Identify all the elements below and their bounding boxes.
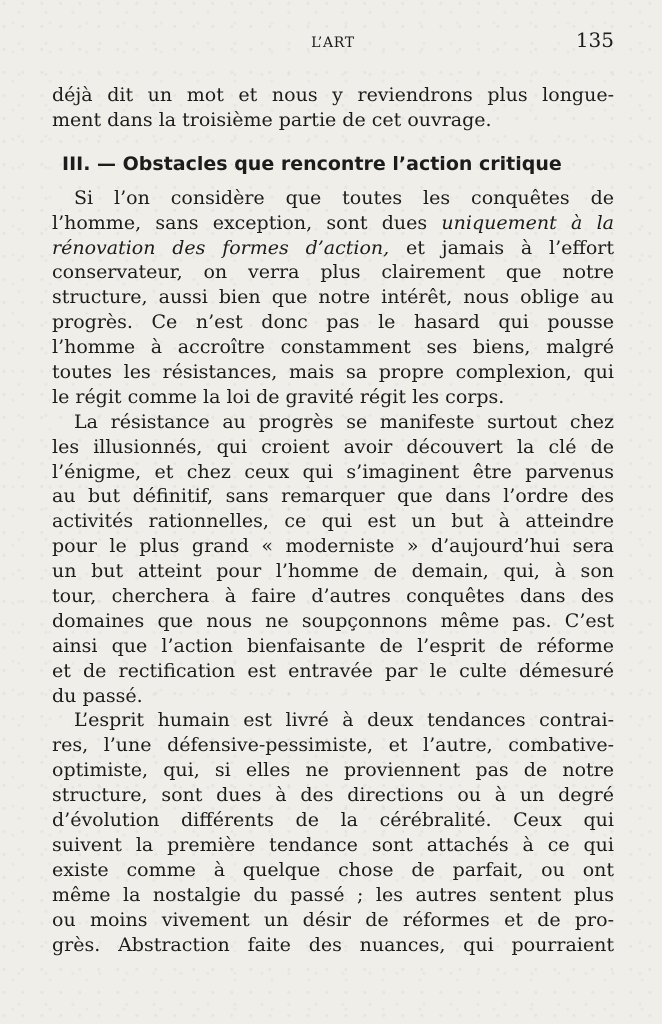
paragraph-3-line-4: structure, sont dues à des directions ou à un degré	[52, 784, 614, 807]
paragraph-1-line-7: l’homme à accroître constamment ses biens, malgré	[52, 336, 614, 359]
paragraph-1-line-4: conservateur, on verra plus clairement que notre	[52, 261, 614, 284]
paragraph-3-line-9: ou moins vivement un désir de réformes et de pro-	[52, 908, 614, 931]
paragraph-2-line-7: un but atteint pour l’homme de demain, qui, à son	[52, 560, 614, 583]
paragraph-3-line-5: d’évolution différents de la cérébralité. Ceux qui	[52, 809, 614, 832]
page-header	[52, 28, 614, 52]
paragraph-2-line-11: et de rectification est entravée par le culte démesuré	[52, 659, 614, 682]
paragraph-3-line-2: res, l’une défensive-pessimiste, et l’autre, combative-	[52, 734, 614, 757]
paragraph-2-line-8: tour, cherchera à faire d’autres conquêtes dans des	[52, 585, 614, 608]
paragraph-1-line-2	[52, 211, 614, 236]
paragraph-1-line-8: toutes les résistances, mais sa propre complexion, qui	[52, 361, 614, 384]
paragraph-3-line-3: optimiste, qui, si elles ne proviennent pas de notre	[52, 759, 614, 782]
paragraph-1-line-1: Si l’on considère que toutes les conquêtes de	[74, 186, 614, 209]
paragraph-2-line-3: l’énigme, et chez ceux qui s’imaginent être parvenus	[52, 460, 614, 483]
paragraph-3-line-1: L’esprit humain est livré à deux tendances contrai-	[74, 709, 614, 732]
running-head: L’ART	[311, 35, 355, 51]
spacer	[52, 133, 614, 150]
paragraph-1-line-2-prefix: l’homme, sans exception, sont dues	[52, 211, 428, 234]
page-number: 135	[575, 28, 614, 52]
paragraph-2-line-1: La résistance au progrès se manifeste surtout chez	[74, 410, 614, 433]
paragraph-2-line-12: du passé.	[52, 684, 143, 707]
paragraph-2-line-10: ainsi que l’action bienfaisante de l’esprit de réforme	[52, 634, 614, 657]
paragraph-1-line-3-italic: rénovation des formes d’action,	[52, 236, 390, 259]
text-line: ment dans la troisième partie de cet ouvrage.	[52, 108, 492, 131]
paragraph-2-line-4: au but définitif, sans remarquer que dans l’ordre des	[52, 485, 614, 508]
page-content	[52, 83, 614, 957]
paragraph-2-line-6: pour le plus grand « moderniste » d’aujourd’hui sera	[52, 535, 614, 558]
paragraph-1-line-6: progrès. Ce n’est donc pas le hasard qui pousse	[52, 311, 614, 334]
paragraph-3-line-6: suivent la première tendance sont attachés à ce qui	[52, 833, 614, 856]
paragraph-1-line-2-italic: uniquement à la	[441, 211, 614, 234]
paragraph-2-line-5: activités rationnelles, ce qui est un but à atteindre	[52, 510, 614, 533]
paragraph-2-line-2: les illusionnés, qui croient avoir découvert la clé de	[52, 435, 614, 458]
section-title: III. — Obstacles que rencontre l’action critique	[62, 152, 562, 175]
paragraph-3-line-10: grès. Abstraction faite des nuances, qui pourraient	[52, 933, 614, 956]
paragraph-2-line-9: domaines que nous ne soupçonnons même pas. C’est	[52, 609, 614, 632]
paragraph-1-line-3-suffix: et jamais à l’effort	[406, 236, 615, 259]
paragraph-1-line-5: structure, aussi bien que notre intérêt, nous oblige au	[52, 286, 614, 309]
paragraph-3-line-7: existe comme à quelque chose de parfait, ou ont	[52, 858, 614, 881]
text-line: déjà dit un mot et nous y reviendrons plus longue-	[52, 84, 614, 106]
paragraph-1-line-3	[52, 236, 614, 261]
paragraph-1-line-9: le régit comme la loi de gravité régit les corps.	[52, 385, 505, 408]
paragraph-3-line-8: même la nostalgie du passé ; les autres sentent plus	[52, 883, 614, 906]
